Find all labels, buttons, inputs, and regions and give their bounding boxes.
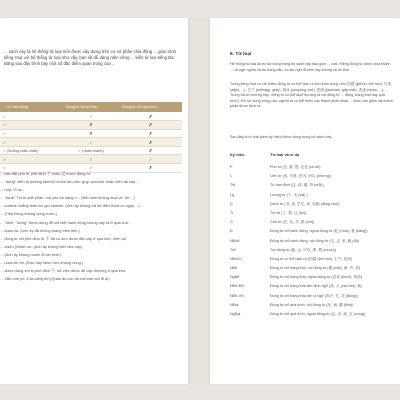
list-item (230, 282, 400, 291)
symbol-code: NgĐtt (230, 275, 240, 280)
text-line: ... được dùng với bị phủ định 不, sử việc được đề cập thường ở quá khứ. (0, 268, 127, 274)
list-item (230, 310, 400, 319)
symbol-header-code: Ký hiệu (230, 152, 245, 157)
text-line: ... ban đặt phó từ phủ định 不 hoặc 没 trước động từ. (0, 171, 92, 176)
book-gutter (188, 18, 210, 384)
symbol-desc: Động từ có thể tách ra (结婚 (kết hôn), 生气, 见面) (270, 256, 352, 261)
example-line: ... Vẫn mời pó, tỉ lịa văng lei! (Quân áo còn tốt mà bạn vứt đi à!) (0, 276, 110, 282)
list-item (230, 301, 400, 310)
symbol-code: NĐhđ-t (230, 256, 242, 261)
right-paragraph-1: Hệ thống từ loại được sử dụng trong bộ sách này bao gồm ... loại. Riêng động từ được chia thành ... về ngữ nghĩa và trò trong câu, có tác ngữ đi kèm hay không và về thời ... (230, 62, 391, 72)
symbol-desc: Động từ chỉ quá trình, ngoại động từ (忘, 丢, 到, 完 (xong)) (270, 312, 366, 316)
text-line: ... động từ chỉ phủ định từ 不 đã có sức được đặt cấp ở quá khứ, hiện tại. (0, 235, 127, 241)
table-header-cell: Động từ chỉ quá trình (119, 102, 182, 112)
list-item (230, 246, 400, 255)
table-cell: ✓ (0, 129, 63, 138)
symbol-desc: Từ hạn định (这, 那, 哪, 每 (mỗi)) (270, 183, 324, 188)
text-line: ... "dừng" diễn tả (không làm/chỉ chưa làm việc gì gì qua khứ hoặc hiện tại hay ... (0, 179, 140, 185)
list-item (230, 218, 400, 227)
symbol-code: NĐtt-ĐN (230, 284, 244, 289)
table-cell: ✓ (0, 121, 63, 130)
table-cell: ✓ (63, 112, 119, 121)
list-item (230, 292, 400, 301)
table-cell: ✗ (119, 121, 182, 130)
table-cell: ✗ (63, 129, 119, 138)
list-item (230, 255, 400, 264)
list-item (230, 191, 400, 200)
left-body-text (0, 170, 184, 283)
table-cell: ✓ (nhấn mạnh) (63, 146, 119, 155)
symbol-desc: Động từ chỉ trạng thái, nội động từ (累 (mệt), 病, 冷, 热) (270, 266, 361, 271)
symbol-desc: Phó từ (还, 最, 很, 还是 (cũ dỗ) (270, 165, 321, 169)
list-item (230, 227, 400, 236)
symbol-desc: Trợ từ (了, 着, 过 (rồi)) (270, 210, 307, 215)
list-item (230, 273, 400, 282)
example-line: ... (Anh ấy không muốn đi xét kem.) (0, 251, 62, 257)
list-item (230, 209, 400, 218)
left-intro-paragraph: ... sách này là hệ thống từ loại mới được xây dựng trên cơ sở phân chia đồng ... giáo trình tiếng Hoa với hệ thống từ loại như vậy, bạn sẽ dễ dàng nắm vững ... kiến từ loại tiếng Ba. Bảng sau đây trình bày một số đặc điểm quan trọng của ... (4, 49, 177, 67)
example-line: ... (Tiếp Đông không uống rượu.) (0, 211, 57, 217)
symbol-code: NĐtt (230, 266, 238, 271)
symbol-code: NĐtt-VN (230, 293, 244, 298)
symbol-code: Lg (230, 192, 235, 197)
symbol-desc: Động từ chỉ trạng thái làm định ngữ (高, 大 (cao lớn), 新) (270, 284, 363, 289)
table-header-cell: ... từ Hán tiếng (0, 102, 63, 112)
list-item (230, 181, 400, 190)
list-item (230, 237, 400, 246)
section-title: 6. Từ loại (230, 52, 252, 57)
symbol-code: P (230, 165, 233, 169)
right-paragraph-3: Sau đây là từ loại (kèm ký hiệu) được dùng trong bộ sách này: (230, 135, 333, 139)
example-line: ... chiếu (Nhận ưu. (Anh ấy không biết việc này) (0, 243, 83, 249)
symbol-desc: Lượng từ (个, 本 (cái) ) (270, 192, 308, 197)
symbol-code: L (230, 174, 233, 179)
symbol-code: Tr (230, 210, 234, 215)
text-line: ... "hôm" "dừng" được dùng để chỉ biết hành động không xảy ra ở quá khứ. (0, 219, 130, 225)
right-page (210, 18, 400, 384)
verb-comparison-table (0, 102, 182, 173)
table-row (0, 112, 182, 121)
table-cell: ✓ (63, 164, 119, 173)
symbol-desc: Động từ chỉ hành động, ngoại động từ (吃 (mua), 看 (bằng)) (270, 229, 368, 234)
table-row (0, 121, 182, 130)
table-cell: ✓ (0, 155, 63, 164)
symbol-desc: Liên từ (但, 可是, 因为, 所以 (nhưng)) (270, 174, 332, 179)
symbol-desc: Danh từ (书, 桌, 学生, 家, 电脑 (đông chu)) (270, 201, 340, 206)
table-row (0, 155, 182, 164)
symbol-desc: Động từ chỉ trạng thái, ngoại động từ (喜欢 (thích), 知道) (270, 275, 363, 280)
table-cell: ✗ (63, 121, 119, 130)
left-page (0, 18, 188, 384)
table-row (0, 138, 182, 147)
right-paragraph-2: Trong tiếng Hoa có rất nhiều động từ có thể tách ra khi được dùng như 结婚 (jiéhūn, kết hôn), 打架 (dǎjià, ...), 生气 (shēngqì, giận), 游泳 (yóuyǒng, bơi), 见面 (jiànmiàn, gặp mặt), 洗澡 (xǐzǎo, ...), ... Trong đa số trường hợp, động từ có thể tách thường là nội động từ ... động, trạng thái hay quá trình). Khi sử dụng trong câu, người ta có thể thêm các thành phần khác ... khác vào giữa hai thành phần được tách ra. (230, 82, 393, 108)
table-cell: ✓ (63, 138, 119, 147)
symbol-code: NgĐqt (230, 312, 241, 316)
symbol-desc: Động từ chỉ hành động, nội động từ (走, 去, 来, 跑 (đi)) (270, 238, 359, 243)
table-cell: ✗ (119, 138, 182, 147)
example-line: ... quan lịa. (Anh ấy đã không mang theo tiền.) (0, 227, 80, 233)
table-header-cell: Động từ tiếng Hoa (63, 102, 119, 112)
table-row (0, 129, 182, 138)
table-cell: ✗ (119, 112, 182, 121)
table-cell: ✓ (không chắc chắn) (0, 146, 63, 155)
symbol-code: NĐqt (230, 302, 239, 307)
list-item (230, 163, 400, 172)
symbol-desc: Động từ chỉ quá trình, nội động từ (死, 病, 醒 (tỉnh)) (270, 302, 354, 307)
table-cell: ✓ (63, 155, 119, 164)
symbol-desc: Trợ động từ (能, 会, 可以, 要, 想 (muốn)) (270, 247, 337, 252)
symbol-list (230, 163, 400, 319)
symbol-code: Tht (230, 183, 236, 188)
symbol-code: Đ (230, 229, 233, 234)
symbol-code: G (230, 220, 233, 225)
table-cell: ✓ (0, 164, 63, 173)
symbol-desc: Giới từ (在, 从, 对, 跟 (với)) (270, 220, 315, 225)
table-cell: ✗ (119, 146, 182, 155)
symbol-header-desc: Từ loại và ví dụ (270, 152, 300, 157)
symbol-desc: Động từ chỉ trạng thái làm vị ngữ (高兴, 忙, 对 (đúng)) (270, 293, 358, 298)
list-item (230, 172, 400, 181)
table-cell: ✓ (119, 155, 182, 164)
table-cell: ✗ (119, 129, 182, 138)
table-header-row (0, 102, 182, 112)
list-item (230, 200, 400, 209)
symbol-code: NĐhđ (230, 238, 240, 243)
text-line: ... hợp. Ví dụ: (0, 187, 24, 193)
example-line: ... outside chẳng thân lúc gió elamuk. (Anh ấy không trả lời điện thoại cố ngày ...) (0, 203, 140, 209)
table-cell: ✓ (0, 138, 63, 147)
list-item (230, 264, 400, 273)
example-line: ... nuôn thì tới. (Đạo này New York không nóng.) (0, 260, 84, 266)
symbol-code: Trđ (230, 247, 236, 252)
example-line: ... "ba ai" Tôi bị mất phần, mà yêu bà nặng rì... (Nếu anh không mua về, tôi ...) (0, 195, 135, 201)
symbol-code: D (230, 201, 233, 206)
table-row (0, 146, 182, 155)
table-cell: ✗ (119, 164, 182, 173)
table-cell: ✓ (0, 112, 63, 121)
